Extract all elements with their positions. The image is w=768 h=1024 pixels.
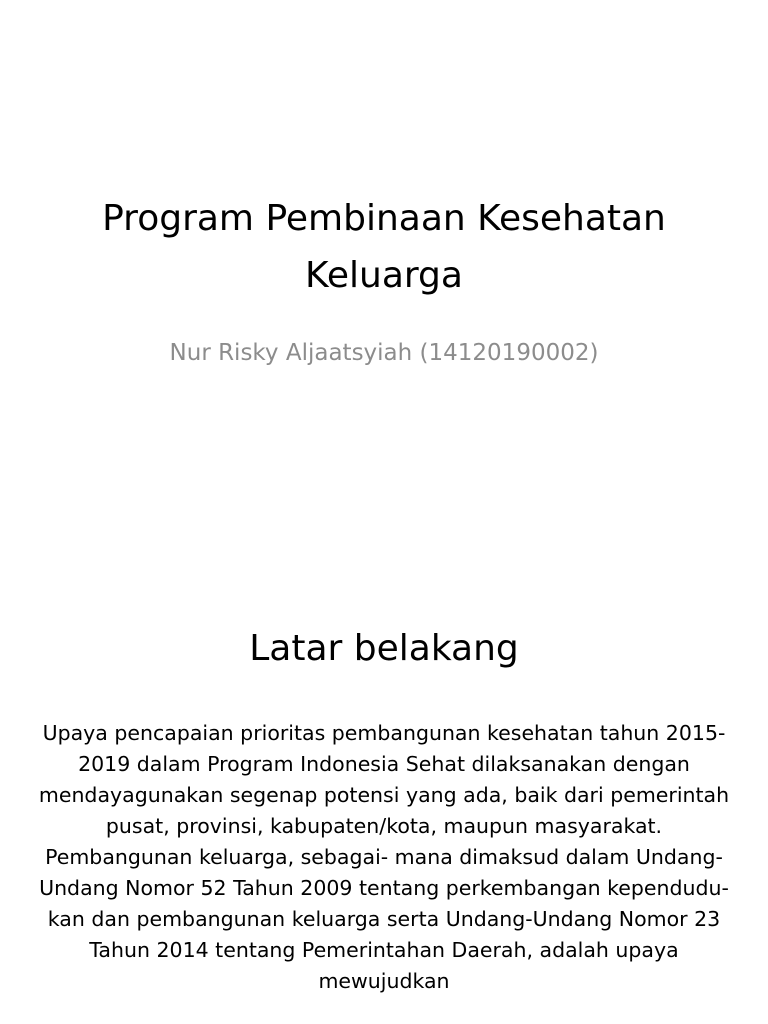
body-paragraph: Upaya pencapaian prioritas pembangunan kesehatan tahun 2015-2019 dalam Program Indonesia Sehat dilaksanakan dengan mendayagunakan segenap potensi yang ada, baik dari pemerintah pusat, provinsi, kabupaten/kota, maupun masyarakat. Pembangunan keluarga, sebagai- mana dimaksud dalam Undang- Undang Nomor 52 Tahun 2009 tentang perkembangan kependudu- kan dan pembangunan keluarga serta Undang-Undang Nomor 23 Tahun 2014 tentang Pemerintahan Daerah, adalah upaya mewujudkan	[38, 721, 730, 993]
presentation-title: Program Pembinaan Kesehatan Keluarga	[102, 198, 666, 296]
presentation-subtitle: Nur Risky Aljaatsyiah (14120190002)	[169, 340, 599, 366]
content-slide	[0, 576, 768, 1024]
section-heading: Latar belakang	[249, 628, 519, 669]
